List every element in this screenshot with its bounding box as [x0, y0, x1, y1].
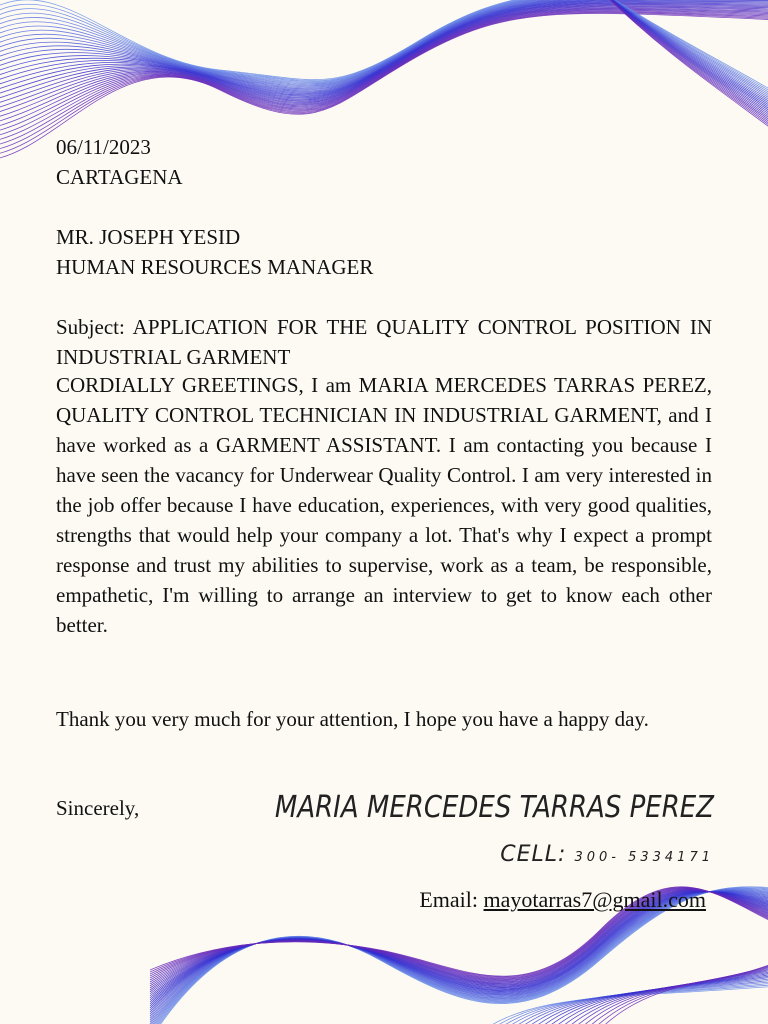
recipient-block	[56, 222, 712, 282]
recipient-title: HUMAN RESOURCES MANAGER	[56, 255, 374, 279]
letter-subject: Subject: APPLICATION FOR THE QUALITY CONTROL POSITION IN INDUSTRIAL GARMENT	[56, 315, 712, 369]
email-address-link[interactable]: mayotarras7@gmail.com	[483, 887, 706, 912]
phone-label: CELL:	[500, 842, 567, 867]
letter-header	[56, 132, 712, 192]
phone-number: 300- 5334171	[574, 850, 714, 865]
letter-date: 06/11/2023	[56, 135, 151, 159]
email-label: Email:	[419, 887, 479, 912]
phone-line	[500, 842, 714, 867]
email-line	[419, 885, 706, 915]
closing-text: Thank you very much for your attention, I hope you have a happy day.	[56, 707, 649, 731]
recipient-name: MR. JOSEPH YESID	[56, 225, 241, 249]
letter-body: CORDIALLY GREETINGS, I am MARIA MERCEDES TARRAS PEREZ, QUALITY CONTROL TECHNICIAN IN INDUSTRIAL GARMENT, and I have worked as a GARMENT ASSISTANT. I am contacting you because I have seen the vacancy for Underwear Quality Control. I am very interested in the job offer because I have education, experiences, with very good qualities, strengths that would help your company a lot. That's why I expect a prompt response and trust my abilities to supervise, work as a team, be responsible, empathetic, I'm willing to arrange an interview to get to know each other better.	[56, 373, 712, 637]
signature: MARIA MERCEDES TARRAS PEREZ	[274, 790, 714, 826]
sign-off: Sincerely,	[56, 796, 140, 820]
letter-city: CARTAGENA	[56, 165, 183, 189]
